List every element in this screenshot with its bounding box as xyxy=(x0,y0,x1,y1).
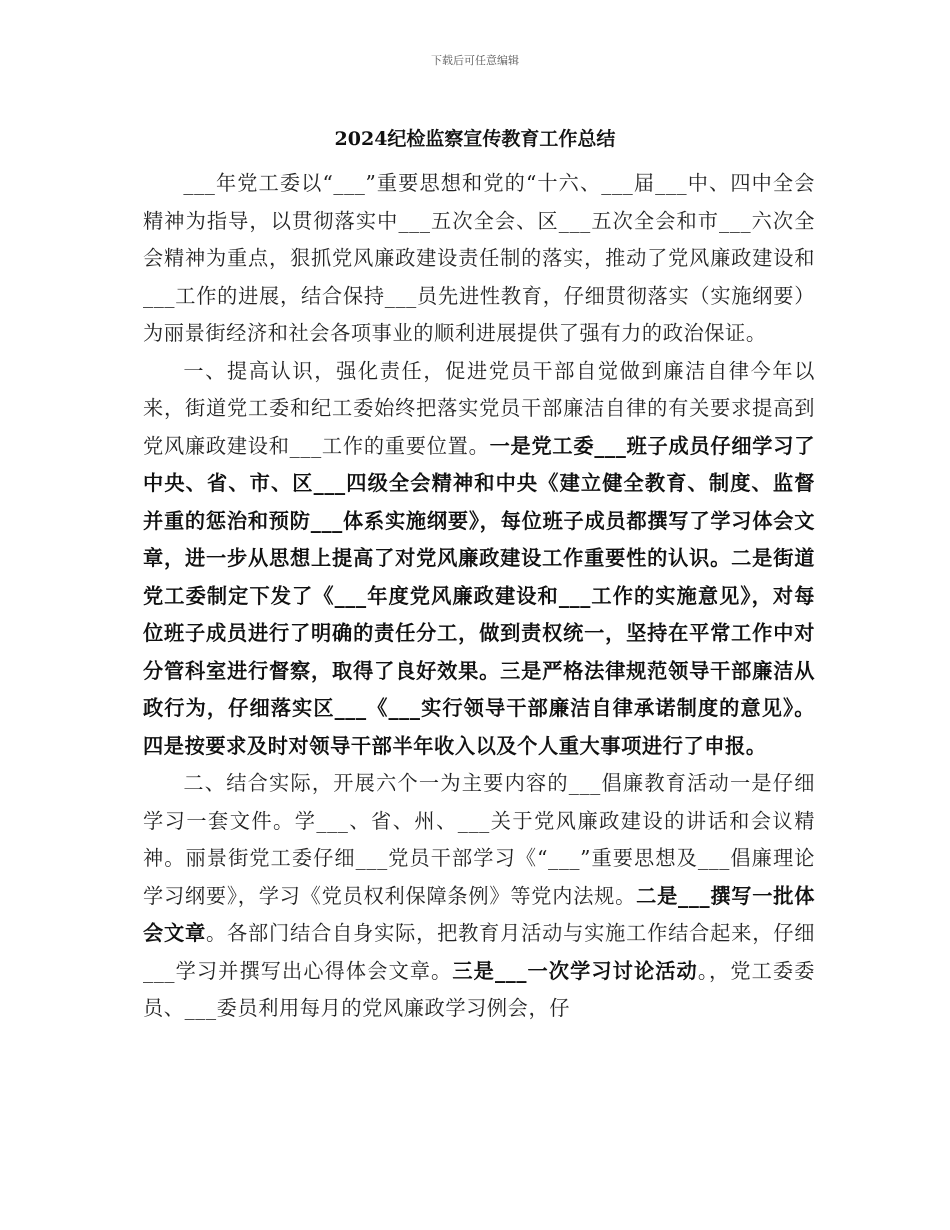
document-body xyxy=(143,165,815,1028)
paragraph-text: 。，党工委委员、___委员利用每月的党风廉政学习例会，仔 xyxy=(143,958,815,1020)
page-header-note: 下载后可任意编辑 xyxy=(431,54,519,67)
paragraph-bold-text: 一是党工委___班子成员仔细学习了中央、省、市、区___四级全会精神和中央《建立健全教育、制度、监督并重的惩治和预防___体系实施纲要》，每位班子成员都撰写了学习体会文章，进一步从思想上提高了对党风廉政建设工作重要性的认识。二是街道党工委制定下发了《___年度党风廉政建设和___工作的实施意见》，对每位班子成员进行了明确的责任分工，做到责权统一，坚持在平常工作中对分管科室进行督察，取得了良好效果。三是严格法律规范领导干部廉洁从政行为，仔细落实区___《___实行领导干部廉洁自律承诺制度的意见》。四是按要求及时对领导干部半年收入以及个人重大事项进行了申报。 xyxy=(143,433,815,758)
paragraph-intro xyxy=(143,165,815,353)
document-title: 2024纪检监察宣传教育工作总结 xyxy=(334,128,616,150)
paragraph-bold-text: 三是___一次学习讨论活动 xyxy=(452,958,698,983)
paragraph-section-one xyxy=(143,353,815,766)
paragraph-text: 。各部门结合自身实际，把教育月活动与实施工作结合起来，仔细___学习并撰写出心得体会文章。 xyxy=(143,921,815,983)
paragraph-text: ___年党工委以“___”重要思想和党的“十六、___届___中、四中全会精神为指导，以贯彻落实中___五次全会、区___五次全会和市___六次全会精神为重点，狠抓党风廉政建设责任制的落实，推动了党风廉政建设和___工作的进展，结合保持___员先进性教育，仔细贯彻落实（实施纲要）为丽景街经济和社会各项事业的顺利进展提供了强有力的政治保证。 xyxy=(143,171,815,345)
paragraph-text: 二、结合实际，开展六个一为主要内容的___倡廉教育活动一是仔细学习一套文件。学___、省、州、___关于党风廉政建设的讲话和会议精神。丽景街党工委仔细___党员干部学习《“___”重要思想及___倡廉理论学习纲要》，学习《党员权利保障条例》等党内法规。 xyxy=(143,771,816,908)
paragraph-text: 一、提高认识，强化责任，促进党员干部自觉做到廉洁自律今年以来，街道党工委和纪工委始终把落实党员干部廉洁自律的有关要求提高到党风廉政建设和___工作的重要位置。 xyxy=(143,358,815,458)
paragraph-bold-text: 二是___撰写一批体会文章 xyxy=(143,883,815,945)
paragraph-section-two xyxy=(143,765,815,1028)
